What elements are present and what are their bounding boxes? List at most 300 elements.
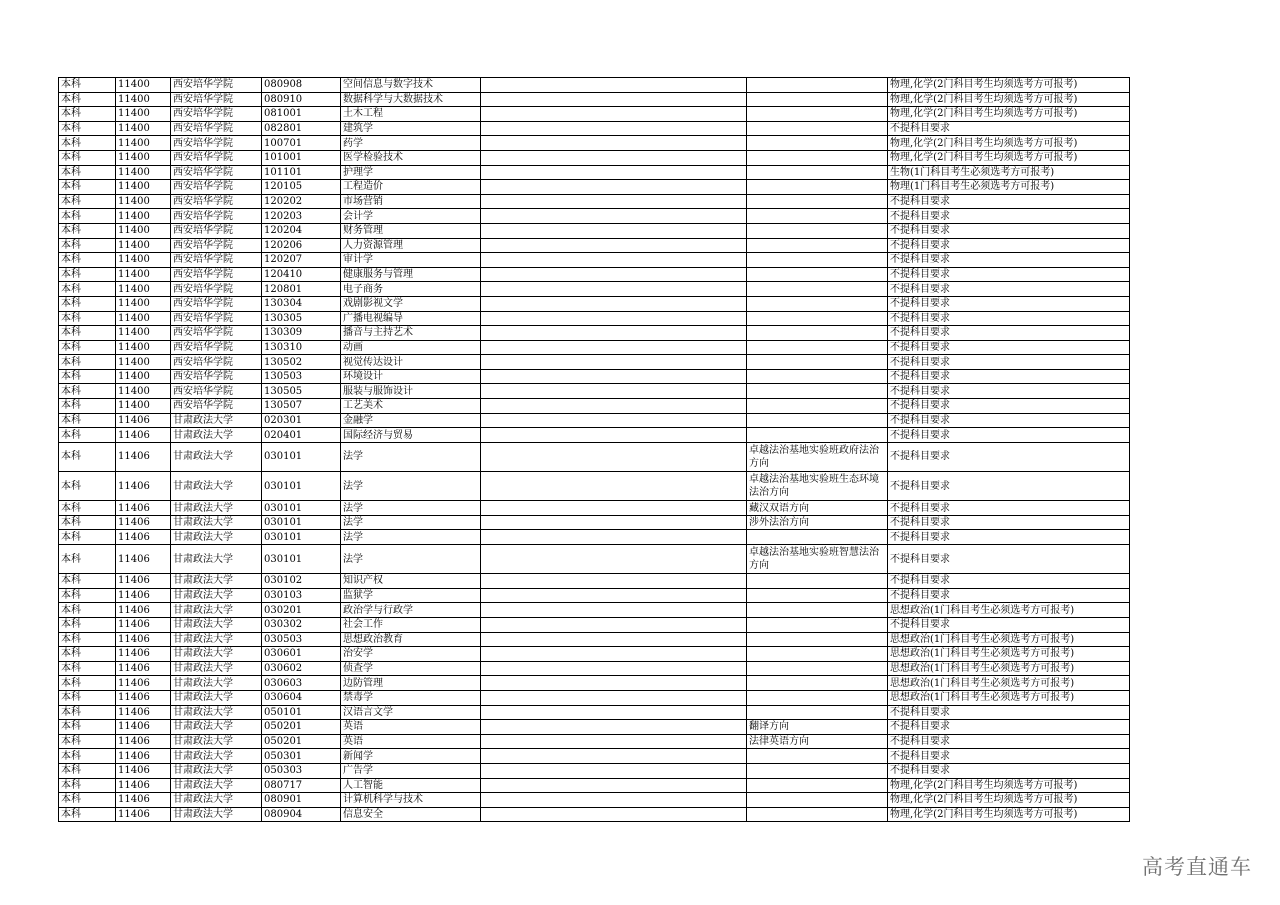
note-cell (747, 136, 888, 151)
note-cell (747, 267, 888, 282)
major-name-cell: 戏剧影视文学 (341, 296, 481, 311)
school-code-cell: 11406 (116, 778, 171, 793)
major-code-cell: 080904 (262, 807, 341, 822)
major-code-cell: 030604 (262, 690, 341, 705)
level-cell: 本科 (59, 676, 116, 691)
major-code-cell: 050101 (262, 705, 341, 720)
note-cell (747, 92, 888, 107)
school-code-cell: 11400 (116, 369, 171, 384)
requirement-cell: 不提科目要求 (888, 369, 1130, 384)
requirement-cell: 不提科目要求 (888, 253, 1130, 268)
requirement-cell: 不提科目要求 (888, 340, 1130, 355)
school-name-cell: 甘肃政法大学 (171, 749, 262, 764)
blank-cell (481, 749, 747, 764)
watermark-text: 高考直通车 (1142, 855, 1252, 879)
table-row (59, 194, 1130, 209)
note-cell: 卓越法治基地实验班智慧法治方向 (747, 545, 888, 574)
note-cell (747, 749, 888, 764)
table-row (59, 121, 1130, 136)
major-name-cell: 政治学与行政学 (341, 603, 481, 618)
school-name-cell: 甘肃政法大学 (171, 705, 262, 720)
major-code-cell: 080910 (262, 92, 341, 107)
level-cell: 本科 (59, 326, 116, 341)
blank-cell (481, 238, 747, 253)
table-row (59, 515, 1130, 530)
major-code-cell: 030201 (262, 603, 341, 618)
school-name-cell: 西安培华学院 (171, 107, 262, 122)
major-code-cell: 050303 (262, 763, 341, 778)
school-code-cell: 11400 (116, 311, 171, 326)
school-name-cell: 西安培华学院 (171, 369, 262, 384)
major-name-cell: 工艺美术 (341, 399, 481, 414)
major-name-cell: 环境设计 (341, 369, 481, 384)
school-code-cell: 11400 (116, 121, 171, 136)
requirement-cell: 生物(1门科目考生必须选考方可报考) (888, 165, 1130, 180)
level-cell: 本科 (59, 121, 116, 136)
level-cell: 本科 (59, 355, 116, 370)
major-code-cell: 050201 (262, 720, 341, 735)
blank-cell (481, 194, 747, 209)
school-name-cell: 西安培华学院 (171, 78, 262, 93)
school-code-cell: 11406 (116, 690, 171, 705)
school-name-cell: 甘肃政法大学 (171, 530, 262, 545)
blank-cell (481, 632, 747, 647)
major-code-cell: 030302 (262, 617, 341, 632)
level-cell: 本科 (59, 384, 116, 399)
table-row (59, 413, 1130, 428)
requirement-cell: 不提科目要求 (888, 705, 1130, 720)
major-code-cell: 030101 (262, 545, 341, 574)
table-row (59, 749, 1130, 764)
requirement-cell: 不提科目要求 (888, 326, 1130, 341)
blank-cell (481, 588, 747, 603)
school-code-cell: 11400 (116, 384, 171, 399)
blank-cell (481, 311, 747, 326)
major-name-cell: 播音与主持艺术 (341, 326, 481, 341)
note-cell: 法律英语方向 (747, 734, 888, 749)
major-code-cell: 101001 (262, 150, 341, 165)
note-cell: 翻译方向 (747, 720, 888, 735)
requirement-cell: 不提科目要求 (888, 472, 1130, 501)
major-code-cell: 120105 (262, 180, 341, 195)
level-cell: 本科 (59, 107, 116, 122)
major-code-cell: 030101 (262, 472, 341, 501)
school-name-cell: 甘肃政法大学 (171, 807, 262, 822)
level-cell: 本科 (59, 501, 116, 516)
table-body (59, 78, 1130, 822)
school-name-cell: 甘肃政法大学 (171, 574, 262, 589)
major-name-cell: 工程造价 (341, 180, 481, 195)
requirement-cell: 不提科目要求 (888, 413, 1130, 428)
table-row (59, 107, 1130, 122)
major-name-cell: 知识产权 (341, 574, 481, 589)
blank-cell (481, 676, 747, 691)
school-code-cell: 11406 (116, 763, 171, 778)
note-cell: 卓越法治基地实验班政府法治方向 (747, 442, 888, 471)
level-cell: 本科 (59, 574, 116, 589)
level-cell: 本科 (59, 92, 116, 107)
table-row (59, 763, 1130, 778)
major-name-cell: 市场营销 (341, 194, 481, 209)
major-name-cell: 人工智能 (341, 778, 481, 793)
school-name-cell: 甘肃政法大学 (171, 734, 262, 749)
table-row (59, 501, 1130, 516)
school-code-cell: 11406 (116, 632, 171, 647)
note-cell (747, 690, 888, 705)
school-name-cell: 西安培华学院 (171, 194, 262, 209)
blank-cell (481, 369, 747, 384)
requirement-cell: 不提科目要求 (888, 530, 1130, 545)
major-code-cell: 030103 (262, 588, 341, 603)
blank-cell (481, 267, 747, 282)
note-cell (747, 238, 888, 253)
requirement-cell: 不提科目要求 (888, 501, 1130, 516)
table-row (59, 734, 1130, 749)
major-name-cell: 英语 (341, 720, 481, 735)
note-cell: 藏汉双语方向 (747, 501, 888, 516)
requirement-cell: 不提科目要求 (888, 384, 1130, 399)
school-code-cell: 11400 (116, 296, 171, 311)
major-name-cell: 电子商务 (341, 282, 481, 297)
major-name-cell: 服装与服饰设计 (341, 384, 481, 399)
school-code-cell: 11400 (116, 267, 171, 282)
requirement-cell: 不提科目要求 (888, 749, 1130, 764)
major-name-cell: 审计学 (341, 253, 481, 268)
major-code-cell: 130505 (262, 384, 341, 399)
major-code-cell: 120207 (262, 253, 341, 268)
table-row (59, 530, 1130, 545)
major-code-cell: 020401 (262, 428, 341, 443)
school-name-cell: 西安培华学院 (171, 136, 262, 151)
blank-cell (481, 107, 747, 122)
note-cell (747, 705, 888, 720)
major-code-cell: 030101 (262, 530, 341, 545)
school-code-cell: 11406 (116, 501, 171, 516)
major-code-cell: 030503 (262, 632, 341, 647)
level-cell: 本科 (59, 647, 116, 662)
major-name-cell: 医学检验技术 (341, 150, 481, 165)
blank-cell (481, 690, 747, 705)
admission-requirements-table (58, 77, 1130, 822)
table-row (59, 136, 1130, 151)
table-row (59, 340, 1130, 355)
blank-cell (481, 515, 747, 530)
table-row (59, 793, 1130, 808)
requirement-cell: 物理,化学(2门科目考生均须选考方可报考) (888, 78, 1130, 93)
table-row (59, 180, 1130, 195)
table-row (59, 384, 1130, 399)
requirement-cell: 思想政治(1门科目考生必须选考方可报考) (888, 690, 1130, 705)
table-row (59, 545, 1130, 574)
blank-cell (481, 778, 747, 793)
note-cell (747, 661, 888, 676)
blank-cell (481, 428, 747, 443)
table-row (59, 296, 1130, 311)
major-code-cell: 080901 (262, 793, 341, 808)
note-cell (747, 399, 888, 414)
major-name-cell: 新闻学 (341, 749, 481, 764)
school-name-cell: 甘肃政法大学 (171, 442, 262, 471)
school-code-cell: 11400 (116, 136, 171, 151)
table-row (59, 778, 1130, 793)
blank-cell (481, 807, 747, 822)
school-name-cell: 甘肃政法大学 (171, 661, 262, 676)
level-cell: 本科 (59, 340, 116, 355)
school-name-cell: 西安培华学院 (171, 355, 262, 370)
school-code-cell: 11406 (116, 574, 171, 589)
blank-cell (481, 501, 747, 516)
level-cell: 本科 (59, 763, 116, 778)
school-name-cell: 甘肃政法大学 (171, 472, 262, 501)
school-code-cell: 11400 (116, 399, 171, 414)
school-code-cell: 11400 (116, 223, 171, 238)
blank-cell (481, 530, 747, 545)
level-cell: 本科 (59, 807, 116, 822)
blank-cell (481, 253, 747, 268)
note-cell (747, 763, 888, 778)
table-row (59, 574, 1130, 589)
major-name-cell: 人力资源管理 (341, 238, 481, 253)
school-code-cell: 11400 (116, 194, 171, 209)
school-code-cell: 11400 (116, 282, 171, 297)
school-name-cell: 甘肃政法大学 (171, 588, 262, 603)
level-cell: 本科 (59, 223, 116, 238)
table-row (59, 399, 1130, 414)
school-code-cell: 11406 (116, 749, 171, 764)
major-code-cell: 030603 (262, 676, 341, 691)
table-row (59, 676, 1130, 691)
level-cell: 本科 (59, 705, 116, 720)
level-cell: 本科 (59, 194, 116, 209)
blank-cell (481, 793, 747, 808)
table-row (59, 442, 1130, 471)
blank-cell (481, 661, 747, 676)
major-name-cell: 广告学 (341, 763, 481, 778)
requirement-cell: 不提科目要求 (888, 311, 1130, 326)
school-name-cell: 甘肃政法大学 (171, 617, 262, 632)
note-cell (747, 428, 888, 443)
major-code-cell: 130305 (262, 311, 341, 326)
note-cell (747, 413, 888, 428)
major-code-cell: 120801 (262, 282, 341, 297)
requirement-cell: 不提科目要求 (888, 282, 1130, 297)
level-cell: 本科 (59, 428, 116, 443)
note-cell (747, 326, 888, 341)
table-row (59, 150, 1130, 165)
table-row (59, 165, 1130, 180)
school-code-cell: 11406 (116, 793, 171, 808)
table-row (59, 632, 1130, 647)
major-code-cell: 030601 (262, 647, 341, 662)
note-cell (747, 194, 888, 209)
note-cell (747, 632, 888, 647)
level-cell: 本科 (59, 267, 116, 282)
level-cell: 本科 (59, 545, 116, 574)
level-cell: 本科 (59, 617, 116, 632)
major-code-cell: 130502 (262, 355, 341, 370)
requirement-cell: 不提科目要求 (888, 588, 1130, 603)
note-cell: 涉外法治方向 (747, 515, 888, 530)
table-row (59, 720, 1130, 735)
table-row (59, 92, 1130, 107)
school-name-cell: 甘肃政法大学 (171, 720, 262, 735)
note-cell (747, 209, 888, 224)
school-name-cell: 西安培华学院 (171, 150, 262, 165)
major-name-cell: 禁毒学 (341, 690, 481, 705)
school-name-cell: 甘肃政法大学 (171, 515, 262, 530)
major-name-cell: 法学 (341, 472, 481, 501)
note-cell (747, 253, 888, 268)
major-code-cell: 130503 (262, 369, 341, 384)
table-row (59, 617, 1130, 632)
school-name-cell: 甘肃政法大学 (171, 690, 262, 705)
major-name-cell: 动画 (341, 340, 481, 355)
major-code-cell: 120206 (262, 238, 341, 253)
major-code-cell: 130507 (262, 399, 341, 414)
school-name-cell: 西安培华学院 (171, 92, 262, 107)
school-name-cell: 西安培华学院 (171, 223, 262, 238)
note-cell (747, 165, 888, 180)
school-code-cell: 11400 (116, 165, 171, 180)
blank-cell (481, 355, 747, 370)
level-cell: 本科 (59, 603, 116, 618)
school-name-cell: 西安培华学院 (171, 180, 262, 195)
school-code-cell: 11406 (116, 472, 171, 501)
level-cell: 本科 (59, 734, 116, 749)
note-cell: 卓越法治基地实验班生态环境法治方向 (747, 472, 888, 501)
level-cell: 本科 (59, 209, 116, 224)
blank-cell (481, 734, 747, 749)
note-cell (747, 121, 888, 136)
school-code-cell: 11406 (116, 661, 171, 676)
school-code-cell: 11406 (116, 734, 171, 749)
note-cell (747, 588, 888, 603)
school-name-cell: 西安培华学院 (171, 121, 262, 136)
school-code-cell: 11400 (116, 92, 171, 107)
school-code-cell: 11406 (116, 413, 171, 428)
level-cell: 本科 (59, 472, 116, 501)
blank-cell (481, 136, 747, 151)
major-name-cell: 监狱学 (341, 588, 481, 603)
requirement-cell: 物理,化学(2门科目考生均须选考方可报考) (888, 107, 1130, 122)
school-code-cell: 11400 (116, 180, 171, 195)
blank-cell (481, 340, 747, 355)
note-cell (747, 340, 888, 355)
school-code-cell: 11406 (116, 442, 171, 471)
school-name-cell: 西安培华学院 (171, 326, 262, 341)
requirement-cell: 不提科目要求 (888, 267, 1130, 282)
blank-cell (481, 705, 747, 720)
level-cell: 本科 (59, 399, 116, 414)
blank-cell (481, 574, 747, 589)
requirement-cell: 思想政治(1门科目考生必须选考方可报考) (888, 647, 1130, 662)
school-code-cell: 11400 (116, 78, 171, 93)
major-name-cell: 汉语言文学 (341, 705, 481, 720)
level-cell: 本科 (59, 661, 116, 676)
level-cell: 本科 (59, 78, 116, 93)
school-code-cell: 11406 (116, 705, 171, 720)
blank-cell (481, 617, 747, 632)
school-code-cell: 11406 (116, 647, 171, 662)
school-name-cell: 西安培华学院 (171, 282, 262, 297)
requirement-cell: 不提科目要求 (888, 121, 1130, 136)
table-row (59, 369, 1130, 384)
blank-cell (481, 180, 747, 195)
level-cell: 本科 (59, 180, 116, 195)
major-name-cell: 数据科学与大数据技术 (341, 92, 481, 107)
table-row (59, 690, 1130, 705)
major-name-cell: 思想政治教育 (341, 632, 481, 647)
blank-cell (481, 647, 747, 662)
major-code-cell: 030101 (262, 515, 341, 530)
table-row (59, 705, 1130, 720)
school-name-cell: 西安培华学院 (171, 253, 262, 268)
level-cell: 本科 (59, 369, 116, 384)
school-name-cell: 甘肃政法大学 (171, 428, 262, 443)
school-code-cell: 11406 (116, 603, 171, 618)
table-row (59, 78, 1130, 93)
school-code-cell: 11400 (116, 209, 171, 224)
table-row (59, 267, 1130, 282)
note-cell (747, 150, 888, 165)
major-code-cell: 030602 (262, 661, 341, 676)
level-cell: 本科 (59, 165, 116, 180)
note-cell (747, 574, 888, 589)
requirement-cell: 思想政治(1门科目考生必须选考方可报考) (888, 603, 1130, 618)
school-name-cell: 西安培华学院 (171, 399, 262, 414)
level-cell: 本科 (59, 238, 116, 253)
blank-cell (481, 92, 747, 107)
major-name-cell: 药学 (341, 136, 481, 151)
requirement-cell: 物理,化学(2门科目考生均须选考方可报考) (888, 793, 1130, 808)
level-cell: 本科 (59, 749, 116, 764)
level-cell: 本科 (59, 632, 116, 647)
major-code-cell: 130310 (262, 340, 341, 355)
requirement-cell: 不提科目要求 (888, 209, 1130, 224)
school-name-cell: 西安培华学院 (171, 311, 262, 326)
major-name-cell: 法学 (341, 515, 481, 530)
table-row (59, 472, 1130, 501)
major-code-cell: 082801 (262, 121, 341, 136)
level-cell: 本科 (59, 778, 116, 793)
requirement-cell: 不提科目要求 (888, 399, 1130, 414)
major-name-cell: 金融学 (341, 413, 481, 428)
major-name-cell: 社会工作 (341, 617, 481, 632)
major-name-cell: 侦查学 (341, 661, 481, 676)
major-name-cell: 边防管理 (341, 676, 481, 691)
major-code-cell: 120410 (262, 267, 341, 282)
note-cell (747, 78, 888, 93)
note-cell (747, 311, 888, 326)
blank-cell (481, 413, 747, 428)
blank-cell (481, 326, 747, 341)
note-cell (747, 384, 888, 399)
note-cell (747, 180, 888, 195)
note-cell (747, 617, 888, 632)
major-code-cell: 130309 (262, 326, 341, 341)
note-cell (747, 296, 888, 311)
blank-cell (481, 296, 747, 311)
major-name-cell: 建筑学 (341, 121, 481, 136)
major-code-cell: 030101 (262, 442, 341, 471)
major-name-cell: 护理学 (341, 165, 481, 180)
blank-cell (481, 223, 747, 238)
requirement-cell: 物理,化学(2门科目考生均须选考方可报考) (888, 92, 1130, 107)
major-name-cell: 会计学 (341, 209, 481, 224)
blank-cell (481, 545, 747, 574)
blank-cell (481, 121, 747, 136)
school-name-cell: 甘肃政法大学 (171, 793, 262, 808)
